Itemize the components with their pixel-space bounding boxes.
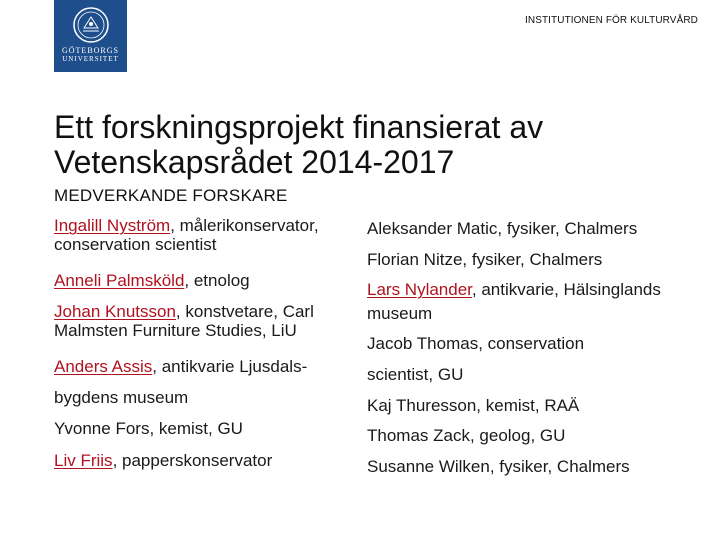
list-item [367, 219, 637, 238]
list-item [54, 357, 307, 376]
page-title [54, 110, 694, 180]
researcher-name: Anders Assis [54, 357, 153, 376]
researcher-role: Aleksander Matic, fysiker, Chalmers [367, 219, 638, 238]
list-item [54, 419, 243, 438]
researcher-name: Lars Nylander [367, 280, 472, 299]
researcher-role: bygdens museum [54, 388, 189, 407]
researcher-role: Florian Nitze, fysiker, Chalmers [367, 250, 603, 269]
researcher-role: museum [367, 304, 433, 323]
researcher-role: Jacob Thomas, conservation [367, 334, 585, 353]
researcher-role: , antikvarie, Hälsinglands [471, 280, 661, 299]
list-item [54, 451, 272, 470]
list-item [54, 271, 250, 290]
researcher-role: Thomas Zack, geolog, GU [367, 426, 566, 445]
list-item [367, 396, 579, 415]
researcher-name: Johan Knutsson [54, 302, 176, 321]
list-item [54, 302, 314, 321]
researcher-role: Malmsten Furniture Studies, LiU [54, 321, 297, 340]
section-heading: MEDVERKANDE FORSKARE [54, 186, 288, 205]
list-item [367, 457, 630, 476]
researcher-role: Kaj Thuresson, kemist, RAÄ [367, 396, 580, 415]
title-line-1: Ett forskningsprojekt finansierat av [54, 109, 544, 145]
researcher-role: , antikvarie Ljusdals- [152, 357, 308, 376]
logo-text-line2: UNIVERSITET [62, 55, 119, 63]
researcher-role: conservation scientist [54, 235, 217, 254]
researcher-role: , papperskonservator [112, 451, 273, 470]
list-item [367, 250, 602, 269]
list-item [367, 426, 565, 445]
researcher-role: Yvonne Fors, kemist, GU [54, 419, 243, 438]
researcher-role: , etnolog [184, 271, 250, 290]
researcher-role: scientist, GU [367, 365, 464, 384]
researcher-name: Anneli Palmsköld [54, 271, 185, 290]
list-item [367, 365, 463, 384]
logo-text-line1: GÖTEBORGS [61, 46, 119, 55]
university-seal-icon [72, 6, 110, 44]
researcher-role: , målerikonservator, [170, 216, 319, 235]
researcher-name: Ingalill Nyström [54, 216, 171, 235]
list-item [367, 334, 584, 353]
university-logo [54, 0, 127, 72]
list-item [367, 304, 432, 323]
list-item [367, 280, 661, 299]
researcher-name: Liv Friis [54, 451, 113, 470]
list-item [54, 321, 297, 340]
researcher-role: , konstvetare, Carl [175, 302, 314, 321]
researcher-role: Susanne Wilken, fysiker, Chalmers [367, 457, 630, 476]
department-label: INSTITUTIONEN FÖR KULTURVÅRD [525, 15, 698, 26]
title-line-2: Vetenskapsrådet 2014-2017 [54, 144, 455, 180]
list-item [54, 235, 217, 254]
list-item [54, 216, 319, 235]
list-item [54, 388, 188, 407]
